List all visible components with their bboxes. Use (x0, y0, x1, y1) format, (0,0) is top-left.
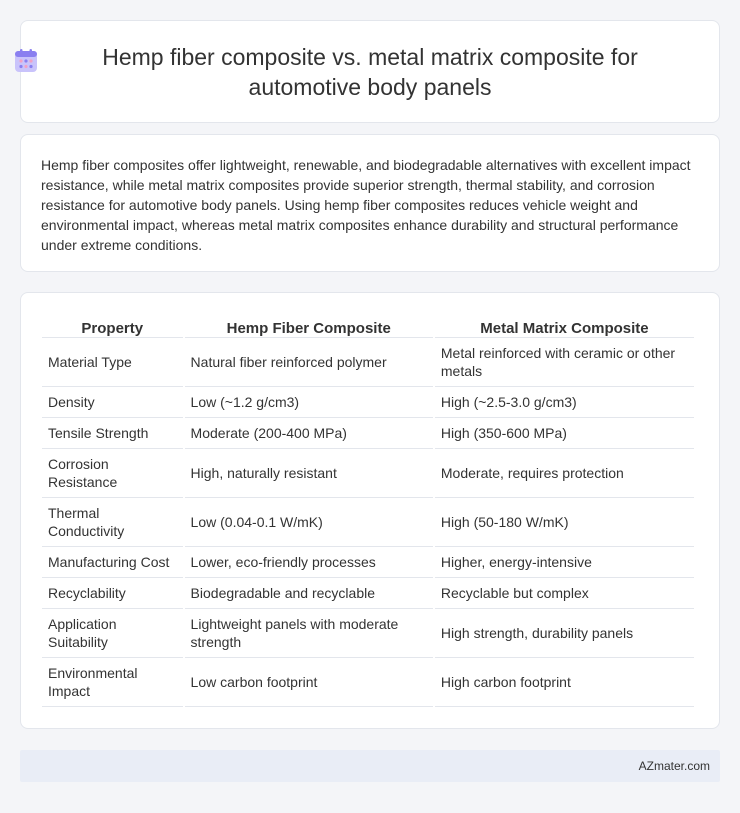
title-card (20, 20, 720, 123)
comparison-table-card (20, 292, 720, 729)
table-row (42, 609, 694, 658)
hemp-cell: Lightweight panels with moderate strength (185, 609, 433, 658)
table-row (42, 547, 694, 578)
table-header-row (42, 314, 694, 338)
property-cell: Environmental Impact (42, 658, 183, 707)
metal-cell: Metal reinforced with ceramic or other metals (435, 338, 694, 387)
metal-cell: Higher, energy-intensive (435, 547, 694, 578)
column-header-property: Property (42, 314, 183, 338)
table-row (42, 418, 694, 449)
table-row (42, 498, 694, 547)
table-row (42, 387, 694, 418)
metal-cell: Recyclable but complex (435, 578, 694, 609)
column-header-metal: Metal Matrix Composite (435, 314, 694, 338)
title-wrap (61, 42, 679, 102)
property-cell: Recyclability (42, 578, 183, 609)
page-title: Hemp fiber composite vs. metal matrix composite for automotive body panels (102, 43, 638, 100)
property-cell: Corrosion Resistance (42, 449, 183, 498)
property-cell: Thermal Conductivity (42, 498, 183, 547)
hemp-cell: Natural fiber reinforced polymer (185, 338, 433, 387)
table-row (42, 658, 694, 707)
metal-cell: High (~2.5-3.0 g/cm3) (435, 387, 694, 418)
hemp-cell: Moderate (200-400 MPa) (185, 418, 433, 449)
hemp-cell: Low (~1.2 g/cm3) (185, 387, 433, 418)
table-row (42, 338, 694, 387)
hemp-cell: Low (0.04-0.1 W/mK) (185, 498, 433, 547)
table-row (42, 449, 694, 498)
footer-site-link[interactable]: AZmater.com (638, 759, 710, 773)
table-row (42, 578, 694, 609)
hemp-cell: High, naturally resistant (185, 449, 433, 498)
footer (20, 750, 720, 782)
hemp-cell: Low carbon footprint (185, 658, 433, 707)
metal-cell: High (350-600 MPa) (435, 418, 694, 449)
hemp-cell: Lower, eco-friendly processes (185, 547, 433, 578)
metal-cell: High strength, durability panels (435, 609, 694, 658)
property-cell: Manufacturing Cost (42, 547, 183, 578)
property-cell: Tensile Strength (42, 418, 183, 449)
property-cell: Material Type (42, 338, 183, 387)
comparison-table (40, 314, 696, 707)
metal-cell: Moderate, requires protection (435, 449, 694, 498)
property-cell: Application Suitability (42, 609, 183, 658)
property-cell: Density (42, 387, 183, 418)
hemp-cell: Biodegradable and recyclable (185, 578, 433, 609)
summary-text: Hemp fiber composites offer lightweight, renewable, and biodegradable alternatives with excellent impact resistance, while metal matrix composites provide superior strength, thermal stability, and corrosion resistance for automotive body panels. Using hemp fiber composites reduces vehicle weight and environmental impact, whereas metal matrix composites enhance durability and structural performance under extreme conditions. (41, 157, 691, 253)
metal-cell: High carbon footprint (435, 658, 694, 707)
metal-cell: High (50-180 W/mK) (435, 498, 694, 547)
calendar-grid-icon (13, 48, 39, 74)
column-header-hemp: Hemp Fiber Composite (185, 314, 433, 338)
summary-card (20, 134, 720, 272)
